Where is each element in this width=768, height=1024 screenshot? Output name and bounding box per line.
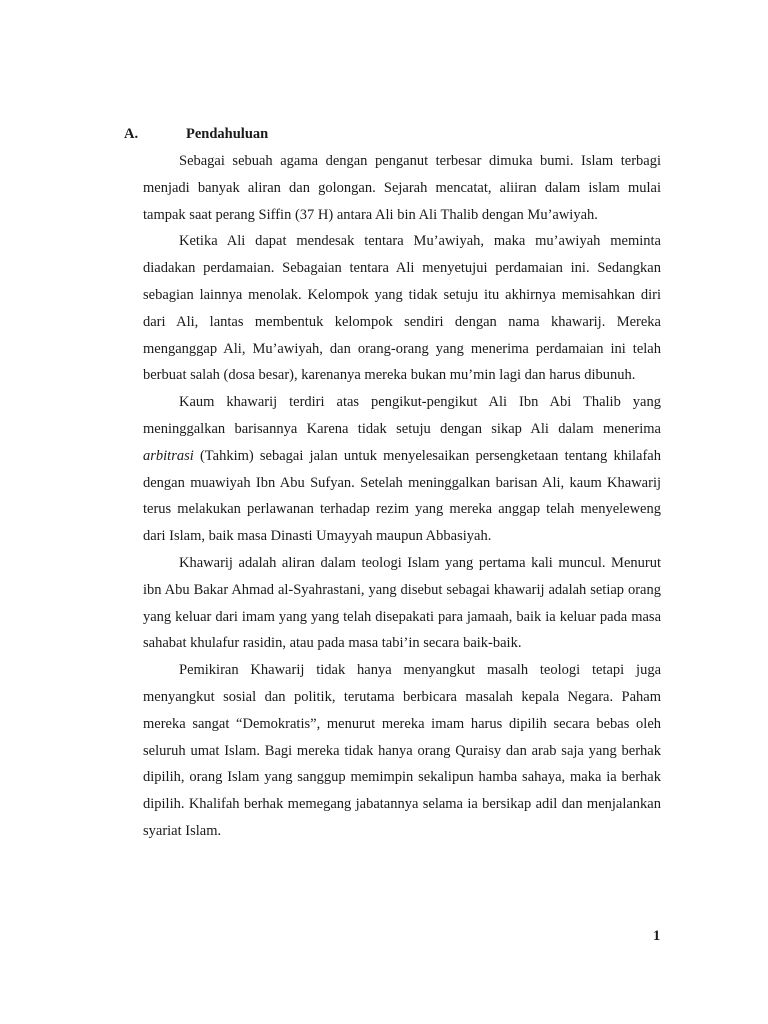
paragraph-5: Pemikiran Khawarij tidak hanya menyangkut masalh teologi tetapi juga menyangkut sosial dan politik, terutama berbicara masalah kepala Negara. Paham mereka sangat “Demokratis”, menurut mereka imam harus dipilih secara bebas oleh seluruh umat Islam. Bagi mereka tidak hanya orang Quraisy dan arab saja yang berhak dipilih, orang Islam yang sanggup memimpin sekalipun hamba sahaya, maka ia berhak dipilih. Khalifah berhak memegang jabatannya selama ia bersikap adil dan menjalankan syariat Islam.: [143, 662, 661, 839]
paragraph-1: Sebagai sebuah agama dengan penganut terbesar dimuka bumi. Islam terbagi menjadi banyak aliran dan golongan. Sejarah mencatat, aliiran dalam islam mulai tampak saat perang Siffin (37 H) antara Ali bin Ali Thalib dengan Mu’awiyah.: [143, 153, 661, 223]
page-number: 1: [653, 928, 661, 944]
paragraph-2: Ketika Ali dapat mendesak tentara Mu’awiyah, maka mu’awiyah meminta diadakan perdamaian. Sebagaian tentara Ali menyetujui perdamaian ini. Sedangkan sebagian lainnya menolak. Kelompok yang tidak setuju itu akhirnya memisahkan diri dari Ali, lantas membentuk kelompok sendiri dengan nama khawarij. Mereka menganggap Ali, Mu’awiyah, dan orang-orang yang menerima perdamaian ini telah berbuat salah (dosa besar), karenanya mereka bukan mu’min lagi dan harus dibunuh.: [143, 233, 661, 384]
paragraph-3-before: Kaum khawarij terdiri atas pengikut-pengikut Ali Ibn Abi Thalib yang meninggalkan barisannya Karena tidak setuju dengan sikap Ali dalam menerima: [143, 394, 661, 437]
body-text: [143, 148, 661, 845]
paragraph-4: Khawarij adalah aliran dalam teologi Islam yang pertama kali muncul. Menurut ibn Abu Bakar Ahmad al-Syahrastani, yang disebut sebagai khawarij adalah setiap orang yang keluar dari imam yang yang telah disepakati para jamaah, baik ia keluar pada masa sahabat khulafur rasidin, atau pada masa tabi’in secara baik-baik.: [143, 554, 661, 652]
section-title: Pendahuluan: [186, 126, 269, 142]
paragraph-3: [143, 389, 661, 550]
section-number: A.: [124, 126, 139, 142]
paragraph-3-italic-term: arbitrasi: [143, 447, 194, 464]
section-heading: [124, 126, 268, 143]
paragraph-3-after: (Tahkim) sebagai jalan untuk menyelesaikan persengketaan tentang khilafah dengan muawiyah Ibn Abu Sufyan. Setelah meninggalkan barisan Ali, kaum Khawarij terus melakukan perlawanan terhadap rezim yang mereka anggap telah menyeleweng dari Islam, baik masa Dinasti Umayyah maupun Abbasiyah.: [143, 447, 661, 545]
